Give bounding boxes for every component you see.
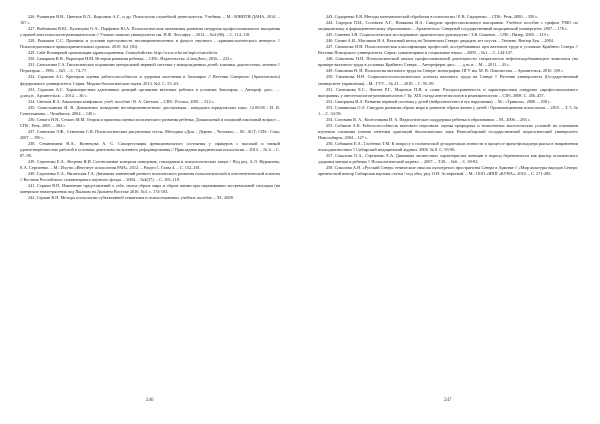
bibliography-entry: 258. Соколова А.Н. «Русский Север» этнические смыслы культурного пространства Севера в Арктике // «Мир культуры народов Севера: арктический вектор Сибирская научная статья / под общ. ред. О.Н. Астафьевой. – М.: ООО «ИПП «КУНА», 2016. – С. 271-286 — [318, 165, 578, 177]
bibliography-entry: 252. Скворцова И.А. Развитие нервной системы у детей (нейроонтогенез и его нарушения). – М.: «Тривола», 2000. – 208 с. — [326, 98, 552, 104]
bibliography-entry: 243. Сидоренко Е.В. Методы математической обработки в психологии / Е.В. Сидоренко. – СПб.: Речь, 2000. – 350 с. — [326, 14, 539, 19]
bibliography-entry: 234. Светлов В.А. Аналитика конфликта: учеб. пособие / В. А. Светлов. – СПб.: Роспол, 2001. – 512 с. — [28, 98, 215, 104]
bibliography-entry: 250. Симонова Н.Н. Социально-психологические аспекты вахтового труда на Севере // Вестник университета (Государственный университет управления). –М.: ГУУ. – № 23. – 2010. – С. 95–99. — [318, 74, 578, 86]
right-page-number: 247 — [444, 398, 452, 403]
left-page — [20, 14, 280, 394]
bibliography-entry: 253. Славинская О.А. Синдром развития образа мира и развитие образа жизни у детей / Организационная психология. – 2015. – Т. 5. № 1. – С. 34-58. — [318, 104, 578, 116]
bibliography-entry: 256. Собакина Е.А., Глобенко Т.М. К вопросу о психической дезадаптации личности в процессе врача-фельдшера рыска в направлении психодиагностики // Сибирский медицинский журнал. 2006. № 8. С. 93-96. — [318, 140, 578, 153]
bibliography-entry: 241. Серкин В.П. Изменение представлений о себе, своем образе мира и образе жизни при переживании экстремальной ситуации (на материале землетрясения под Пылким на Дальнем Востоке 2016. №3. с. 174-183. — [20, 183, 280, 195]
bibliography-entry: 255. Собакин А.К. Работоспособность вахтового персонала: оценка природных и техногенных экологических условий: на основании изучения сложения учения генетики адаптаций биологических наук Новосибирский государственный педагогический университет, Новосибирск, 2004 – 127 с. — [318, 122, 578, 140]
bibliography-entry: 230. Самарина В.Н., Воронцов Н.М. История развития ребенка. – СПб.: Издательство «СпецЛит», 2016. – 223 с. — [28, 56, 234, 62]
bibliography-entry: 238. Семинихина Н.А., Кузнецова А. С. Саморегуляция функционального состояния у офицеров с высокой и низкой удовлетворенностью работой в условиях деятельности военного реформирования // Прикладная юридическая психология. – 2013. – № 4. – С. 87–98. — [20, 140, 280, 159]
bibliography-entry: 248. Симонова Н.Н. Психологический анализ профессиональной деятельности специалистов нефтегазодобывающего комплекса (на примере вахтового труда в условиях Крайнего Севера. – Автореферат дисс. … д.пс.н. – М. – 2011. – 43 с. — [318, 56, 578, 68]
bibliography-entry: 242. Серкин В.П. Методы психологии субъективной семантики и психосемантики: учебное пособие. – М., 2008. — [28, 195, 234, 201]
bibliography-entry: 233. Сарычев А.С. Характеристика адаптивных реакций организма вахтовых рабочих в условиях Заполярья. – Автореф. дисс. … д.мед.н., Архангельск. – 2012. – 36 с. — [20, 86, 280, 98]
bibliography-entry: 249. Симонова Н. Н. Психология вахтового труда на Севере: монография. ПГУ им. М. В. Ломоносова. – Архангельск, 2010. 339 с. — [326, 68, 565, 74]
bibliography-entry: 254. Слесвина В. А., Колесникова И. А. Педагогическое подддержка ребенка в образовании. – М., 2006. – 283 с. — [326, 116, 531, 122]
bibliography-entry: 239. Сергеенко Е.А., Ветрова И.И. Соотношение контроля поведения, совладания и психологических защит / Под ред. А.Л. Журавлева, Е.А. Сергиенко. – М.: Изд-во «Институт психологии РАН», 2012. – Раздел 1. Глава 4. – С. 152–181. — [20, 159, 280, 171]
bibliography-entry: 247. Симонова Н.Н. Психологическая классификация профессий, востребованных при вахтовом труде в условиях Крайнего Севера // Вестник Поморского университета. Серия: гуманитарные и социальные науки. – 2009. – №1. – С. 144-147. — [318, 44, 578, 56]
bibliography-entry: 244. Сидоров П.И., Соловьев А.Г., Новикова И.А. Синдром профессионального выгорания: Учебное пособие с грифом УМО по медицинскому и фармацевтическому образованию. – Архангельск: Северный государственный медицинский университет, 2007. – 176 с. — [318, 20, 578, 32]
bibliography-entry: 235. Севастьянова И. В. Девиантное поведение несовершеннолетних: диссертация... кандидата юридических наук: 12.00.08 / И. В. Севастьянова. – Челябинск, 2004. – 140 с. — [20, 104, 280, 116]
bibliography-entry: 237. Семенова Э.Ф., Семенова С.В. Психологические рисуночные тесты. Методика «Дом – Дерево – Человек». – М.: АСТ; СПб.: Сова, 2007. – 190 с. — [20, 128, 280, 140]
bibliography-entry: 236. Семаго Н.Я., Семаго М.М. Теория и практика оценки психического развития ребенка. Дошкольный и младший школьный возраст. – СПб.: Речь, 2005. – 384 с. — [20, 116, 280, 128]
left-page-number: 246 — [146, 398, 154, 403]
bibliography-entry: 226. Румянцев Н.В., Цветков В.Л., Кирсанов А.Г., и др. Психология служебной деятельности. Учебник. – М.: ЮНИТИ-ДАНА, 2014. – 167 с. — [20, 14, 280, 26]
bibliography-entry: 229. Сайт Всемирной организации здравоохранения. Самоубийство: http://www.who.int/topics/suicide/ru. — [28, 50, 219, 56]
bibliography-entry: 251. Ситникова Е.С., Фатеев Р.Г., Миронов П.И. и соавт. Распространенность и характеристики синдрома «профессионального выгорания» у анестезиологов-реаниматологов // Тр. XIX съезда анестезиологов и реаниматологов. – СПб, 2008. С. 456–457. — [318, 86, 578, 98]
bibliography-entry: 232. Сарычев А.С. Критерии оценки работоспособности и здоровья населения в Заполярье // Вестник Северного (Арктического) федерального университета. Серия: Медико-биологические науки. 2013. №2. С. 55–63. — [20, 74, 280, 86]
right-page — [318, 14, 578, 394]
bibliography-entry: 227. Рыбникова В.Ю., Кузнецова О.А., Парфенов Ю.А. Психологические механизмы развития синдрома профессионального выгорания у врачей анестезиологов-реаниматологов // Ученые записки университета им. П.Ф. Лесгафта. – 2012. – №4 (86). – С. 114–118. — [20, 26, 280, 38]
bibliography-entry: 231. Самсыгина Г.А. Гипоксическое поражение центральной нервной системы у новорожденных детей: клиника, диагностика, лечение // Педиатрия. – 1996. – №5. – С. 74–77. — [20, 62, 280, 74]
bibliography-entry: 245. Сикевич З.В. Социологическое исследование: практическое руководство / З.В. Сикевич. – СПб.: Питер, 2005. – 319 с. — [326, 32, 550, 38]
bibliography-entry: 257. Соколова О.А., Сергиенко Е.А. Динамика личностных характеристик женщин в период беременности как фактор психического здоровья матери и ребенка // Психологический журнал. – 2007. – Т.28. – №6. – С. 69-82. — [318, 153, 578, 165]
bibliography-entry: 228. Рыжаков С.С. Причины и условия преступности несовершеннолетних в фокусе научного – криминологического интереса // Психопедагогика в правоохранительных органах. 2010. №1 (36). — [20, 38, 280, 50]
bibliography-entry: 246. Силин А.Н., Масликов Н.А. Вахтовый метод на Тюменском Севере: двадцать лет спустя. – Тюмень: Вектор Бук. – 2004. — [326, 38, 555, 44]
right-bibliography-list — [318, 14, 578, 177]
bibliography-entry: 240. Сергиенко Е.А., Виленская Г.А. Динамика изменений раннего психического развития психологической и онтогенетической аспекты // Вестник Российского гуманитарного научного фонда. – 2004. – №4(37). – С. 105–118. — [20, 171, 280, 183]
left-bibliography-list — [20, 14, 280, 201]
